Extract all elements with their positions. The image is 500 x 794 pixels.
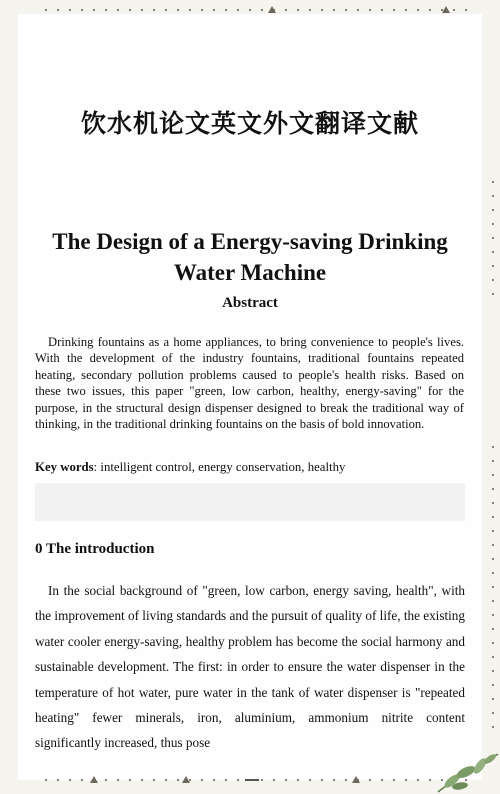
dash-ornament-icon <box>245 779 259 781</box>
triangle-ornament-icon <box>352 776 360 783</box>
english-title: The Design of a Energy-saving Drinking Water Machine <box>52 229 448 285</box>
top-dotted-border <box>0 6 500 14</box>
abstract-heading: Abstract <box>222 295 278 311</box>
keywords-line <box>35 460 465 475</box>
abstract-paragraph: Drinking fountains as a home appliances, to bring convenience to people's lives. With the development of the industry fountains, traditional fountains repeated heating, secondary pollution problems caused to people's health risks. Based on these two issues, this paper "green, low carbon, healthy, energy-saving" for the purpose, in the structural design dispenser designed to break the traditional way of thinking, in the traditional drinking fountains on the basis of bold innovation. <box>35 335 464 432</box>
keywords-values: : intelligent control, energy conservation, healthy <box>93 460 346 474</box>
triangle-ornament-icon <box>442 6 450 13</box>
leaf-sprig-icon <box>430 748 500 794</box>
intro-paragraph: In the social background of "green, low carbon, energy saving, health", with the improvement of living standards and the pursuit of quality of life, the existing water cooler energy-saving, healthy problem has become the social harmony and sustainable development. The first: in order to ensure the water dispenser in the temperature of hot water, pure water in the tank of water dispenser is "repeated heating" fewer minerals, iron, aluminium, ammonium nitrite content significantly increased, thus pose <box>35 583 465 751</box>
bottom-dotted-border <box>0 776 500 784</box>
chinese-title: 饮水机论文英文外文翻译文献 <box>80 109 419 138</box>
keywords-label: Key words <box>35 460 94 474</box>
right-dotted-border <box>492 440 494 740</box>
triangle-ornament-icon <box>268 6 276 13</box>
triangle-ornament-icon <box>90 776 98 783</box>
right-dotted-border <box>492 175 494 300</box>
intro-heading: 0 The introduction <box>35 541 155 557</box>
shaded-spacer <box>35 483 465 521</box>
triangle-ornament-icon <box>182 776 190 783</box>
